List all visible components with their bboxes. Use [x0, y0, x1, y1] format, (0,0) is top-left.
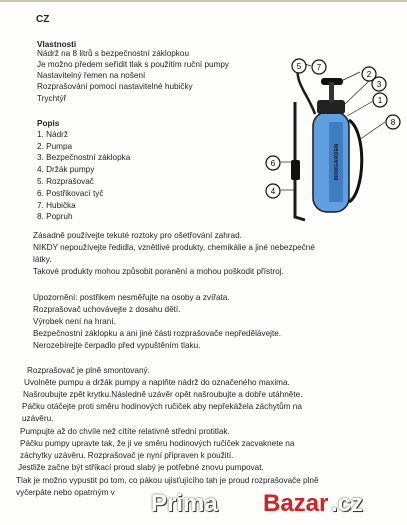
part-item: 7. Hubička [37, 201, 76, 210]
callout-8 [386, 115, 400, 129]
part-item: 1. Nádrž [37, 130, 68, 139]
warning-line: Rozprašovač uchovávejte z dosahu dětí. [33, 305, 181, 314]
leader-line [359, 122, 385, 140]
tank-collar [317, 100, 345, 114]
language-heading: CZ [36, 14, 50, 25]
instruction-line: Pumpujte až do chvíle než cítíte relativně střední protitlak. [20, 427, 230, 436]
svg-text:2: 2 [366, 70, 372, 79]
svg-text:4: 4 [270, 187, 276, 196]
svg-text:1: 1 [377, 96, 383, 105]
instruction-line: Rozprašovač je plně smontovaný. [27, 366, 150, 375]
watermark-logo [145, 490, 407, 525]
part-item: 3. Bezpečnostní záklopka [37, 153, 131, 162]
svg-text:8: 8 [390, 118, 396, 127]
part-item: 6. Postřikovací tyč [37, 189, 104, 198]
leader-line [347, 100, 375, 116]
tank-brand: 8000GARDEN [334, 143, 340, 181]
top-scan-edge [0, 0, 407, 2]
instruction-line: Uvolněte pumpu a držák pumpy a naplňte nádrž do označeného maxima. [24, 378, 290, 387]
svg-text:7: 7 [316, 63, 322, 72]
sprayer-diagram [255, 52, 405, 232]
pump-rod [329, 82, 334, 102]
svg-text:6: 6 [270, 159, 276, 168]
part-item: 5. Rozprašovač [37, 177, 94, 186]
instruction-line: vyčerpáte nebo opatrným v [16, 488, 115, 497]
rule-line: Takové produkty mohou způsobit poranění a mohou poškodit přístroj. [33, 267, 284, 276]
instruction-line: záchytky uzávěru. Rozprašovač je nyní připraven k použití. [20, 451, 234, 460]
callout-5 [292, 59, 306, 73]
svg-text:5: 5 [296, 62, 302, 71]
instruction-line: Páčku pumpy upravte tak, že ji ve směru hodinových ručiček zacvaknete na [20, 439, 295, 448]
leader-line [339, 72, 360, 82]
watermark-bazar: Bazar [263, 490, 329, 517]
warning-line: Upozornění: postřikem nesměřujte na osoby a zvířata. [33, 293, 230, 302]
instruction-line: Našroubujte zpět krytku.Následně uzávěr opět našroubujte a dobře utáhněte. [23, 390, 303, 399]
warning-line: Nerozebírejte čerpadlo před vypuštěním tlaku. [33, 341, 201, 350]
warning-line: Výrobek není na hraní. [33, 317, 116, 326]
callout-4 [266, 184, 280, 198]
callout-1 [373, 93, 387, 107]
instruction-line: uzávěru. [22, 414, 54, 423]
callout-7 [312, 60, 326, 74]
feature-item: Trychtýř [37, 94, 67, 103]
carry-strap [349, 120, 362, 202]
watermark-prima: Prima [151, 490, 218, 517]
part-item: 4. Držák pumpy [37, 165, 95, 174]
feature-item: Nastavitelný řemen na nošení [37, 71, 146, 80]
feature-item: Rozprašování pomocí nastavitelné hubičky [37, 82, 193, 91]
feature-item: Je možno předem seřídit tlak s použitím ruční pumpy [37, 60, 230, 69]
leader-line [345, 80, 370, 104]
part-item: 2. Pumpa [37, 142, 73, 151]
instruction-line: Jestliže začne být stříkací proud slabý je potřebné znovu pumpovat. [18, 463, 264, 472]
rule-line: Zásadně používejte tekuté roztoky pro ošetřování zahrad. [33, 231, 242, 240]
callout-3 [372, 77, 386, 91]
part-item: 8. Popruh [37, 212, 73, 221]
features-title: Vlastnosti [37, 40, 77, 49]
rule-line: NIKDY nepoužívejte ředidla, vznětlivé produkty, chemikálie a jiné nebezpečné [33, 243, 315, 252]
warning-line: Bezpečnostní záklopku a ani jiné části rozprašovače nepředělávejte. [33, 329, 282, 338]
parts-title: Popis [37, 119, 60, 128]
instruction-line: Tlak je možno vypustit po tom, co pákou ujisťujícího tah je proud rozprašovače plně [16, 476, 319, 485]
svg-text:3: 3 [376, 80, 382, 89]
rule-line: látky. [33, 255, 52, 264]
callout-6 [266, 156, 280, 170]
instruction-line: Páčku otáčejte proti směru hodinových ručiček aby nepřekážela záchytům na [22, 402, 302, 411]
feature-item: Nádrž na 8 litrů s bezpečnostní záklopkou [37, 49, 190, 58]
watermark-cz: .cz [331, 490, 364, 517]
wand-handle [291, 160, 300, 180]
